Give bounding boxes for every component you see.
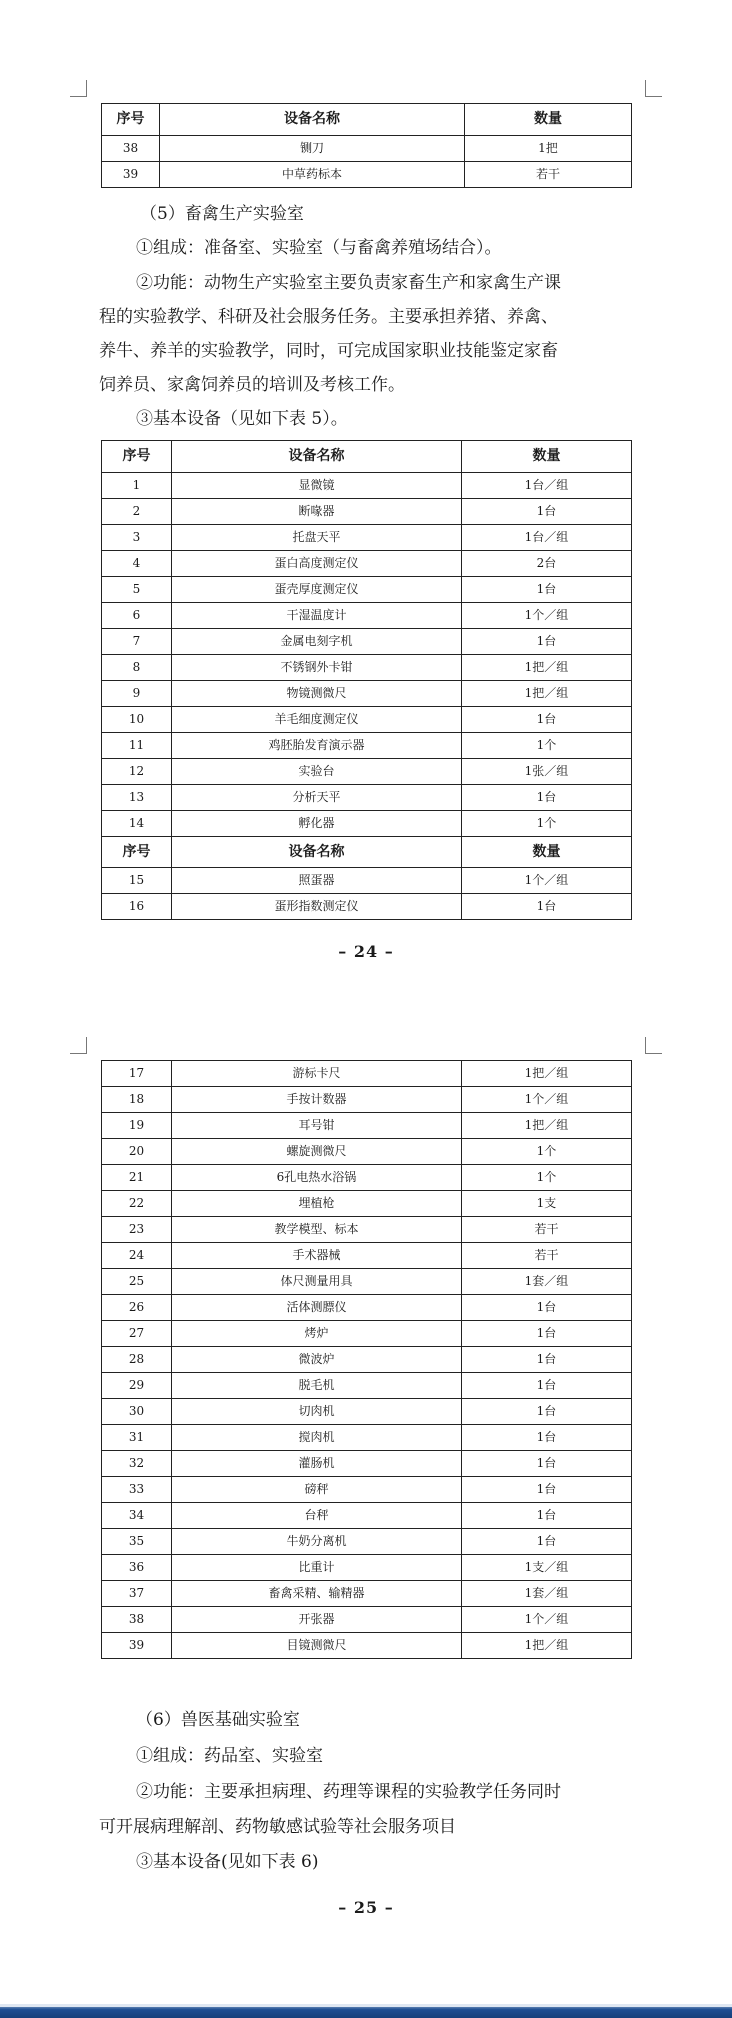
- cell-name: 6孔电热水浴锅: [172, 1165, 462, 1191]
- cell-no: 31: [102, 1425, 172, 1451]
- cell-name: 中草药标本: [160, 162, 465, 188]
- cell-name: 断喙器: [172, 499, 462, 525]
- equipment-table-5-continued: [101, 1060, 632, 1659]
- cell-no: 24: [102, 1243, 172, 1269]
- cell-qty: 1台: [462, 1451, 632, 1477]
- table-row: [102, 577, 632, 603]
- table-row: [102, 1321, 632, 1347]
- table-row: [102, 1399, 632, 1425]
- cell-qty: 1个: [462, 811, 632, 837]
- table-header-row: [102, 104, 632, 136]
- cell-no: 19: [102, 1113, 172, 1139]
- table-row: [102, 1555, 632, 1581]
- header-no: 序号: [102, 441, 172, 473]
- cell-no: 4: [102, 551, 172, 577]
- cell-name: 金属电刻字机: [172, 629, 462, 655]
- table-row: [102, 1503, 632, 1529]
- cell-name: 切肉机: [172, 1399, 462, 1425]
- cell-name: 螺旋测微尺: [172, 1139, 462, 1165]
- cell-name: 烤炉: [172, 1321, 462, 1347]
- cell-qty: 1台／组: [462, 473, 632, 499]
- table-row: [102, 473, 632, 499]
- table-row: [102, 868, 632, 894]
- cell-qty: 1把／组: [462, 681, 632, 707]
- cell-no: 29: [102, 1373, 172, 1399]
- cell-name: 教学模型、标本: [172, 1217, 462, 1243]
- cell-name: 畜禽采精、输精器: [172, 1581, 462, 1607]
- cell-name: 蛋壳厚度测定仪: [172, 577, 462, 603]
- cell-qty: 1台: [462, 1295, 632, 1321]
- cell-name: 鸡胚胎发育演示器: [172, 733, 462, 759]
- equipment-note-5: ③基本设备（见如下表 5）。: [136, 409, 348, 429]
- cell-qty: 1台／组: [462, 525, 632, 551]
- cell-name: 微波炉: [172, 1347, 462, 1373]
- cell-no: 2: [102, 499, 172, 525]
- table-header-row: [102, 441, 632, 473]
- table-row: [102, 811, 632, 837]
- cell-no: 14: [102, 811, 172, 837]
- cell-no: 6: [102, 603, 172, 629]
- table-row: [102, 655, 632, 681]
- cell-name: 照蛋器: [172, 868, 462, 894]
- cell-no: 20: [102, 1139, 172, 1165]
- cell-name: 耳号钳: [172, 1113, 462, 1139]
- table-row: [102, 603, 632, 629]
- cell-name: 活体测膘仪: [172, 1295, 462, 1321]
- cell-no: 33: [102, 1477, 172, 1503]
- cell-no: 30: [102, 1399, 172, 1425]
- cell-qty: 1个／组: [462, 603, 632, 629]
- cell-qty: 1个: [462, 733, 632, 759]
- table-row: [102, 785, 632, 811]
- table-row: [102, 1581, 632, 1607]
- cell-no: 22: [102, 1191, 172, 1217]
- cell-qty: 1台: [462, 1399, 632, 1425]
- cell-name: 开张器: [172, 1607, 462, 1633]
- composition-text-5: ①组成：准备室、实验室（与畜禽养殖场结合）。: [136, 238, 502, 258]
- function-line-1: ②功能：动物生产实验室主要负责家畜生产和家禽生产课: [136, 273, 561, 293]
- table-row: [102, 1061, 632, 1087]
- cell-name: 磅秤: [172, 1477, 462, 1503]
- cell-no: 28: [102, 1347, 172, 1373]
- cell-qty: 1台: [462, 629, 632, 655]
- header-no: 序号: [102, 104, 160, 136]
- table-row: [102, 1373, 632, 1399]
- cell-qty: 2台: [462, 551, 632, 577]
- header-qty: 数量: [462, 441, 632, 473]
- crop-mark-top-right-2: [645, 1037, 662, 1054]
- header-qty: 数量: [462, 837, 632, 868]
- section-title-5: （5）畜禽生产实验室: [140, 204, 304, 224]
- cell-name: 物镜测微尺: [172, 681, 462, 707]
- cell-name: 羊毛细度测定仪: [172, 707, 462, 733]
- table-row: [102, 1529, 632, 1555]
- function-line-6-2: 可开展病理解剖、药物敏感试验等社会服务项目: [99, 1817, 456, 1837]
- cell-qty: 1台: [462, 1529, 632, 1555]
- cell-no: 32: [102, 1451, 172, 1477]
- function-line-6-1: ②功能：主要承担病理、药理等课程的实验教学任务同时: [136, 1782, 561, 1802]
- cell-qty: 1台: [462, 1373, 632, 1399]
- equipment-table-continued: [101, 103, 632, 188]
- table-row: [102, 1217, 632, 1243]
- header-no: 序号: [102, 837, 172, 868]
- cell-name: 托盘天平: [172, 525, 462, 551]
- cell-qty: 1把: [465, 136, 632, 162]
- table-row: [102, 1139, 632, 1165]
- cell-qty: 1套／组: [462, 1269, 632, 1295]
- cell-qty: 若干: [462, 1217, 632, 1243]
- cell-qty: 若干: [462, 1243, 632, 1269]
- table-row: [102, 136, 632, 162]
- header-name: 设备名称: [160, 104, 465, 136]
- cell-qty: 1个: [462, 1165, 632, 1191]
- cell-name: 手术器械: [172, 1243, 462, 1269]
- table-row: [102, 759, 632, 785]
- table-row: [102, 894, 632, 920]
- cell-qty: 1张／组: [462, 759, 632, 785]
- table-row: [102, 1269, 632, 1295]
- cell-qty: 1个／组: [462, 868, 632, 894]
- cell-qty: 1把／组: [462, 655, 632, 681]
- table-row: [102, 1113, 632, 1139]
- cell-name: 目镜测微尺: [172, 1633, 462, 1659]
- crop-mark-top-right: [645, 80, 662, 97]
- crop-mark-top-left-2: [70, 1037, 87, 1054]
- cell-no: 8: [102, 655, 172, 681]
- cell-no: 35: [102, 1529, 172, 1555]
- table-row: [102, 681, 632, 707]
- table-row: [102, 1165, 632, 1191]
- cell-qty: 1把／组: [462, 1113, 632, 1139]
- crop-mark-top-left: [70, 80, 87, 97]
- cell-name: 孵化器: [172, 811, 462, 837]
- cell-name: 不锈钢外卡钳: [172, 655, 462, 681]
- cell-no: 10: [102, 707, 172, 733]
- table-header-row-repeat: [102, 837, 632, 868]
- cell-qty: 1把／组: [462, 1061, 632, 1087]
- cell-no: 39: [102, 1633, 172, 1659]
- cell-qty: 1台: [462, 1503, 632, 1529]
- cell-qty: 1支: [462, 1191, 632, 1217]
- window-bottom-bar: [0, 2004, 732, 2018]
- cell-name: 干湿温度计: [172, 603, 462, 629]
- table-row: [102, 499, 632, 525]
- cell-qty: 1个: [462, 1139, 632, 1165]
- header-name: 设备名称: [172, 441, 462, 473]
- cell-name: 铡刀: [160, 136, 465, 162]
- cell-no: 1: [102, 473, 172, 499]
- cell-no: 36: [102, 1555, 172, 1581]
- cell-no: 7: [102, 629, 172, 655]
- table-row: [102, 1191, 632, 1217]
- table-row: [102, 162, 632, 188]
- cell-qty: 1台: [462, 1347, 632, 1373]
- cell-qty: 1台: [462, 1321, 632, 1347]
- table-row: [102, 629, 632, 655]
- cell-name: 台秤: [172, 1503, 462, 1529]
- cell-no: 25: [102, 1269, 172, 1295]
- table-row: [102, 1451, 632, 1477]
- cell-qty: 1支／组: [462, 1555, 632, 1581]
- table-row: [102, 1425, 632, 1451]
- cell-qty: 1台: [462, 577, 632, 603]
- table-row: [102, 733, 632, 759]
- cell-no: 18: [102, 1087, 172, 1113]
- page-number-24: – 24 –: [338, 942, 394, 961]
- cell-name: 蛋白高度测定仪: [172, 551, 462, 577]
- cell-name: 显微镜: [172, 473, 462, 499]
- cell-qty: 1个／组: [462, 1607, 632, 1633]
- section-title-6: （6）兽医基础实验室: [136, 1710, 300, 1730]
- table-row: [102, 1243, 632, 1269]
- cell-no: 38: [102, 1607, 172, 1633]
- cell-qty: 1台: [462, 785, 632, 811]
- cell-no: 17: [102, 1061, 172, 1087]
- cell-no: 15: [102, 868, 172, 894]
- cell-qty: 1台: [462, 1425, 632, 1451]
- cell-qty: 1把／组: [462, 1633, 632, 1659]
- cell-name: 实验台: [172, 759, 462, 785]
- cell-qty: 1台: [462, 707, 632, 733]
- page-number-25: – 25 –: [338, 1898, 394, 1917]
- composition-text-6: ①组成：药品室、实验室: [136, 1746, 323, 1766]
- cell-name: 蛋形指数测定仪: [172, 894, 462, 920]
- cell-name: 游标卡尺: [172, 1061, 462, 1087]
- cell-qty: 1个／组: [462, 1087, 632, 1113]
- cell-no: 21: [102, 1165, 172, 1191]
- table-row: [102, 1607, 632, 1633]
- header-name: 设备名称: [172, 837, 462, 868]
- table-row: [102, 551, 632, 577]
- cell-no: 37: [102, 1581, 172, 1607]
- cell-no: 12: [102, 759, 172, 785]
- function-line-3: 养牛、养羊的实验教学，同时，可完成国家职业技能鉴定家畜: [99, 341, 558, 361]
- table-row: [102, 1087, 632, 1113]
- cell-no: 3: [102, 525, 172, 551]
- cell-no: 11: [102, 733, 172, 759]
- table-row: [102, 1347, 632, 1373]
- cell-qty: 1台: [462, 1477, 632, 1503]
- equipment-table-5: [101, 440, 632, 920]
- cell-name: 体尺测量用具: [172, 1269, 462, 1295]
- cell-name: 埋植枪: [172, 1191, 462, 1217]
- table-row: [102, 1633, 632, 1659]
- cell-no: 34: [102, 1503, 172, 1529]
- cell-name: 搅肉机: [172, 1425, 462, 1451]
- cell-no: 39: [102, 162, 160, 188]
- cell-name: 比重计: [172, 1555, 462, 1581]
- cell-no: 27: [102, 1321, 172, 1347]
- header-qty: 数量: [465, 104, 632, 136]
- cell-name: 灌肠机: [172, 1451, 462, 1477]
- cell-no: 26: [102, 1295, 172, 1321]
- cell-qty: 1台: [462, 894, 632, 920]
- table-row: [102, 525, 632, 551]
- function-line-2: 程的实验教学、科研及社会服务任务。主要承担养猪、养禽、: [99, 307, 558, 327]
- equipment-note-6: ③基本设备(见如下表 6): [136, 1852, 319, 1872]
- cell-no: 5: [102, 577, 172, 603]
- cell-no: 9: [102, 681, 172, 707]
- cell-qty: 1套／组: [462, 1581, 632, 1607]
- table-row: [102, 1477, 632, 1503]
- cell-no: 23: [102, 1217, 172, 1243]
- cell-no: 38: [102, 136, 160, 162]
- cell-qty: 若干: [465, 162, 632, 188]
- function-line-4: 饲养员、家禽饲养员的培训及考核工作。: [99, 375, 405, 395]
- cell-no: 16: [102, 894, 172, 920]
- cell-name: 脱毛机: [172, 1373, 462, 1399]
- cell-name: 牛奶分离机: [172, 1529, 462, 1555]
- cell-name: 手按计数器: [172, 1087, 462, 1113]
- cell-no: 13: [102, 785, 172, 811]
- cell-qty: 1台: [462, 499, 632, 525]
- cell-name: 分析天平: [172, 785, 462, 811]
- table-row: [102, 707, 632, 733]
- table-row: [102, 1295, 632, 1321]
